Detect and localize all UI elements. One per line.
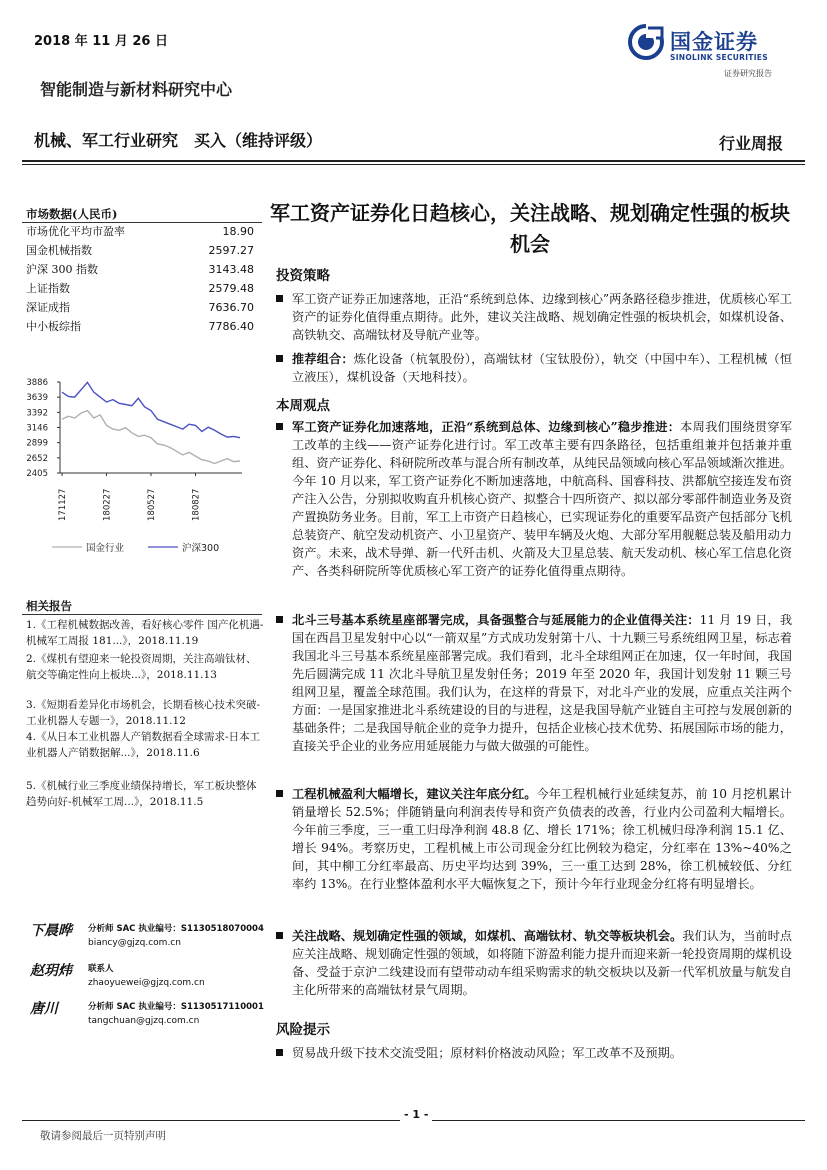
analyst-name: 下晨晔	[30, 923, 72, 939]
logo-subtitle: 证券研究报告	[724, 69, 772, 78]
market-row	[26, 279, 254, 298]
view-text: 今年工程机械行业延续复苏，前 10 月挖机累计销量增长 52.5%；伴随销量向利润表传导和资产负债表的改善，行业内公司盈利大幅增长。今年前三季度，三一重工归母净利润 48.8 亿、增长 171%；徐工机械归母净利润 15.1 亿、增长 94%。考察历史，工程机械上市公司现金分红比例较为稳定，分红率在 13%~40%之间，其中柳工分红率最高、历史平均达到 39%，三一重工达到 28%，徐工机械较低、分红率约 13%。在行业整体盈利水平大幅恢复之下，预计今年行业现金分红将有明显增长。	[292, 787, 792, 891]
strategy-paragraph	[292, 290, 792, 344]
market-label: 中小板综指	[26, 320, 81, 333]
view-paragraph-4	[292, 927, 792, 999]
related-report-link[interactable]: 4.《从日本工业机器人产销数据看全球需求-日本工业机器人产销数据解...》，2018.11.6	[26, 731, 261, 759]
related-report-link[interactable]: 3.《短期看差异化市场机会，长期看核心技术突破-工业机器人专题一》，2018.11.12	[26, 699, 261, 727]
market-row	[26, 317, 254, 336]
market-value: 3143.48	[208, 263, 254, 276]
market-data-title: 市场数据(人民币)	[26, 207, 118, 221]
view-paragraph-2	[292, 611, 792, 755]
section-title-views: 本周观点	[276, 398, 330, 414]
research-center: 智能制造与新材料研究中心	[40, 80, 233, 99]
risk-text: 贸易战升级下技术交流受阻；原材料价格波动风险；军工改革不及预期。	[292, 1046, 682, 1060]
market-value: 2597.27	[208, 244, 254, 257]
bullet-icon	[276, 616, 283, 623]
market-label: 市场优化平均市盈率	[26, 225, 125, 238]
logo-emblem-icon	[628, 24, 664, 60]
analyst-email[interactable]: tangchuan@gjzq.com.cn	[88, 1016, 200, 1026]
analyst-sac: 联系人	[88, 964, 114, 974]
market-label: 上证指数	[26, 282, 70, 295]
y-tick-label: 3392	[26, 408, 48, 419]
y-tick-label: 3639	[26, 393, 48, 404]
related-report-link[interactable]: 1.《工程机械数据改善，看好核心零件 国产化机遇-机械军工周报 181...》，2018.11.19	[26, 619, 264, 647]
view-lead: 北斗三号基本系统星座部署完成，具备强整合与延展能力的企业值得关注：	[292, 613, 700, 627]
recommendation-paragraph	[292, 350, 792, 386]
market-label: 沪深 300 指数	[26, 263, 98, 276]
market-value: 18.90	[222, 225, 254, 238]
section-title-risk: 风险提示	[276, 1022, 330, 1038]
analyst-email[interactable]: zhaoyuewei@gjzq.com.cn	[88, 978, 205, 988]
analyst-name: 唐川	[30, 1001, 58, 1017]
page-number: - 1 -	[400, 1108, 432, 1121]
bullet-icon	[276, 1049, 283, 1056]
footer-disclaimer: 敬请参阅最后一页特别声明	[40, 1130, 166, 1142]
view-text: 我们认为，当前时点应关注战略、规划确定性强的领域，如将随下游盈利能力提升而迎来新一轮投资周期的煤机设备、受益于京沪二线建设而有望带动动车组采购需求的轨交板块以及新一代军机放量与航发自主化所带来的高端钛材景气周期。	[292, 929, 792, 997]
recommendation-text: 炼化设备（杭氧股份），高端钛材（宝钛股份），轨交（中国中车）、工程机械（恒立液压），煤机设备（天地科技）。	[292, 352, 793, 384]
view-lead: 关注战略、规划确定性强的领域，如煤机、高端钛材、轨交等板块机会。	[292, 929, 683, 943]
view-text: 11 月 19 日，我国在西昌卫星发射中心以“一箭双星”方式成功发射第十八、十九颗三号系统组网卫星，标志着我国北斗三号基本系统星座部署完成。我们看到，北斗全球组网正在加速，仅一年时间，我国先后圆满完成 11 次北斗导航卫星发射任务；2019 年至 2020 年，我国计划发射 11 颗三号组网卫星，覆盖全球范围。我们认为，在这样的背景下，对北斗产业的发展，应重点关注两个方面：一是国家推进北斗系统建设的目的与进程，这是我国导航产业链自主可控与发展创新的基础条件；二是我国导航企业的竞争力提升，包括企业核心技术优势、拓展国际市场的能力，直接关乎企业的业务应用延展能力与做大做强的可能性。	[292, 613, 793, 753]
report-title: 军工资产证券化日趋核心，关注战略、规划确定性强的板块机会	[270, 201, 790, 256]
y-tick-label: 2652	[26, 453, 48, 464]
analyst-info	[88, 922, 264, 950]
company-logo	[628, 22, 798, 86]
view-paragraph-1	[292, 418, 792, 580]
strategy-text: 军工资产证券正加速落地，正沿“系统到总体、边缘到核心”两条路径稳步推进，优质核心军工资产的证券化值得重点期待。此外，建议关注战略、规划确定性强的板块机会，如煤机设备、高铁轨交、高端钛材及导航产业等。	[292, 292, 792, 342]
view-text: 本周我们围绕贯穿军工改革的主线——资产证券化进行讨。军工改革主要有四条路径，包括重组兼并包括兼并重组、资产证券化、科研院所改革与混合所有制改革，从纯民品领域向核心军品领域渐次推进。今年 10 月以来，军工资产证券化不断加速落地，中航高科、国睿科技、洪都航空接连发布资产注入公告，分别拟收购直升机核心资产、拟整合十四所资产、拟以部分零部件制造业务及资产置换防务业务。目前，军工上市资产日趋核心，已实现证券化的重要军品资产包括部分飞机总装资产、航空发动机资产、小卫星资产、装甲车辆及火炮、大部分军用舰艇总装及船用动力资产。未来，战术导弹、新一代歼击机、火箭及大卫星总装、航天发动机、核心军工信息化资产、各类科研院所等优质核心军工资产的证券化值得重点期待。	[292, 420, 792, 578]
bullet-icon	[276, 932, 283, 939]
y-tick-label: 3886	[26, 378, 48, 388]
x-tick-label: 180827	[191, 488, 202, 521]
y-tick-label: 2405	[26, 469, 48, 479]
analyst-email[interactable]: biancy@gjzq.com.cn	[88, 938, 181, 948]
legend-label: 沪深300	[182, 543, 220, 554]
header-divider-thin	[22, 164, 805, 165]
y-tick-label: 3146	[26, 423, 48, 434]
analyst-info	[88, 962, 205, 990]
market-label: 国金机械指数	[26, 244, 92, 257]
risk-paragraph	[292, 1044, 792, 1062]
bullet-icon	[276, 355, 283, 362]
bullet-icon	[276, 295, 283, 302]
related-reports-divider	[22, 614, 262, 615]
legend-label: 国金行业	[86, 543, 125, 554]
market-value: 7636.70	[208, 301, 254, 314]
section-title-strategy: 投资策略	[276, 268, 330, 284]
view-paragraph-3	[292, 785, 792, 893]
x-tick-label: 180527	[147, 488, 157, 521]
market-value: 2579.48	[208, 282, 254, 295]
report-type: 行业周报	[718, 134, 783, 153]
x-tick-label: 171127	[58, 488, 68, 521]
view-lead: 工程机械盈利大幅增长，建议关注年底分红。	[292, 787, 537, 801]
market-row	[26, 260, 254, 279]
view-lead: 军工资产证券化加速落地，正沿“系统到总体、边缘到核心”稳步推进：	[292, 420, 681, 434]
analyst-sac: 分析师 SAC 执业编号：S1130517110001	[88, 1002, 264, 1012]
bullet-icon	[276, 790, 283, 797]
x-tick-label: 180227	[102, 488, 113, 521]
market-label: 深证成指	[26, 301, 70, 314]
market-row	[26, 222, 254, 241]
recommendation-lead: 推荐组合：	[292, 352, 354, 366]
series-line-industry	[62, 411, 240, 464]
market-row	[26, 241, 254, 260]
industry-rating: 机械、军工行业研究 买入（维持评级）	[34, 131, 323, 150]
report-date: 2018 年 11 月 26 日	[34, 34, 168, 49]
related-reports-title: 相关报告	[26, 599, 72, 613]
analyst-sac: 分析师 SAC 执业编号：S1130518070004	[88, 924, 264, 934]
related-report-link[interactable]: 5.《机械行业三季度业绩保持增长，军工板块整体趋势向好-机械军工周...》，2018.11.5	[26, 780, 257, 808]
related-report-link[interactable]: 2.《煤机有望迎来一轮投资周期，关注高端钛材、航交等确定性向上板块...》，2018.11.13	[26, 653, 257, 681]
market-value: 7786.40	[208, 320, 254, 333]
logo-name-en: SINOLINK SECURITIES	[670, 53, 768, 62]
logo-name-cn: 国金证券	[670, 30, 758, 54]
market-row	[26, 298, 254, 317]
index-comparison-chart	[22, 370, 268, 570]
analyst-info	[88, 1000, 264, 1028]
y-tick-label: 2899	[26, 438, 48, 449]
bullet-icon	[276, 423, 283, 430]
analyst-name: 赵玥炜	[30, 963, 72, 979]
series-line-hs300	[62, 382, 240, 437]
header-divider	[22, 160, 805, 162]
